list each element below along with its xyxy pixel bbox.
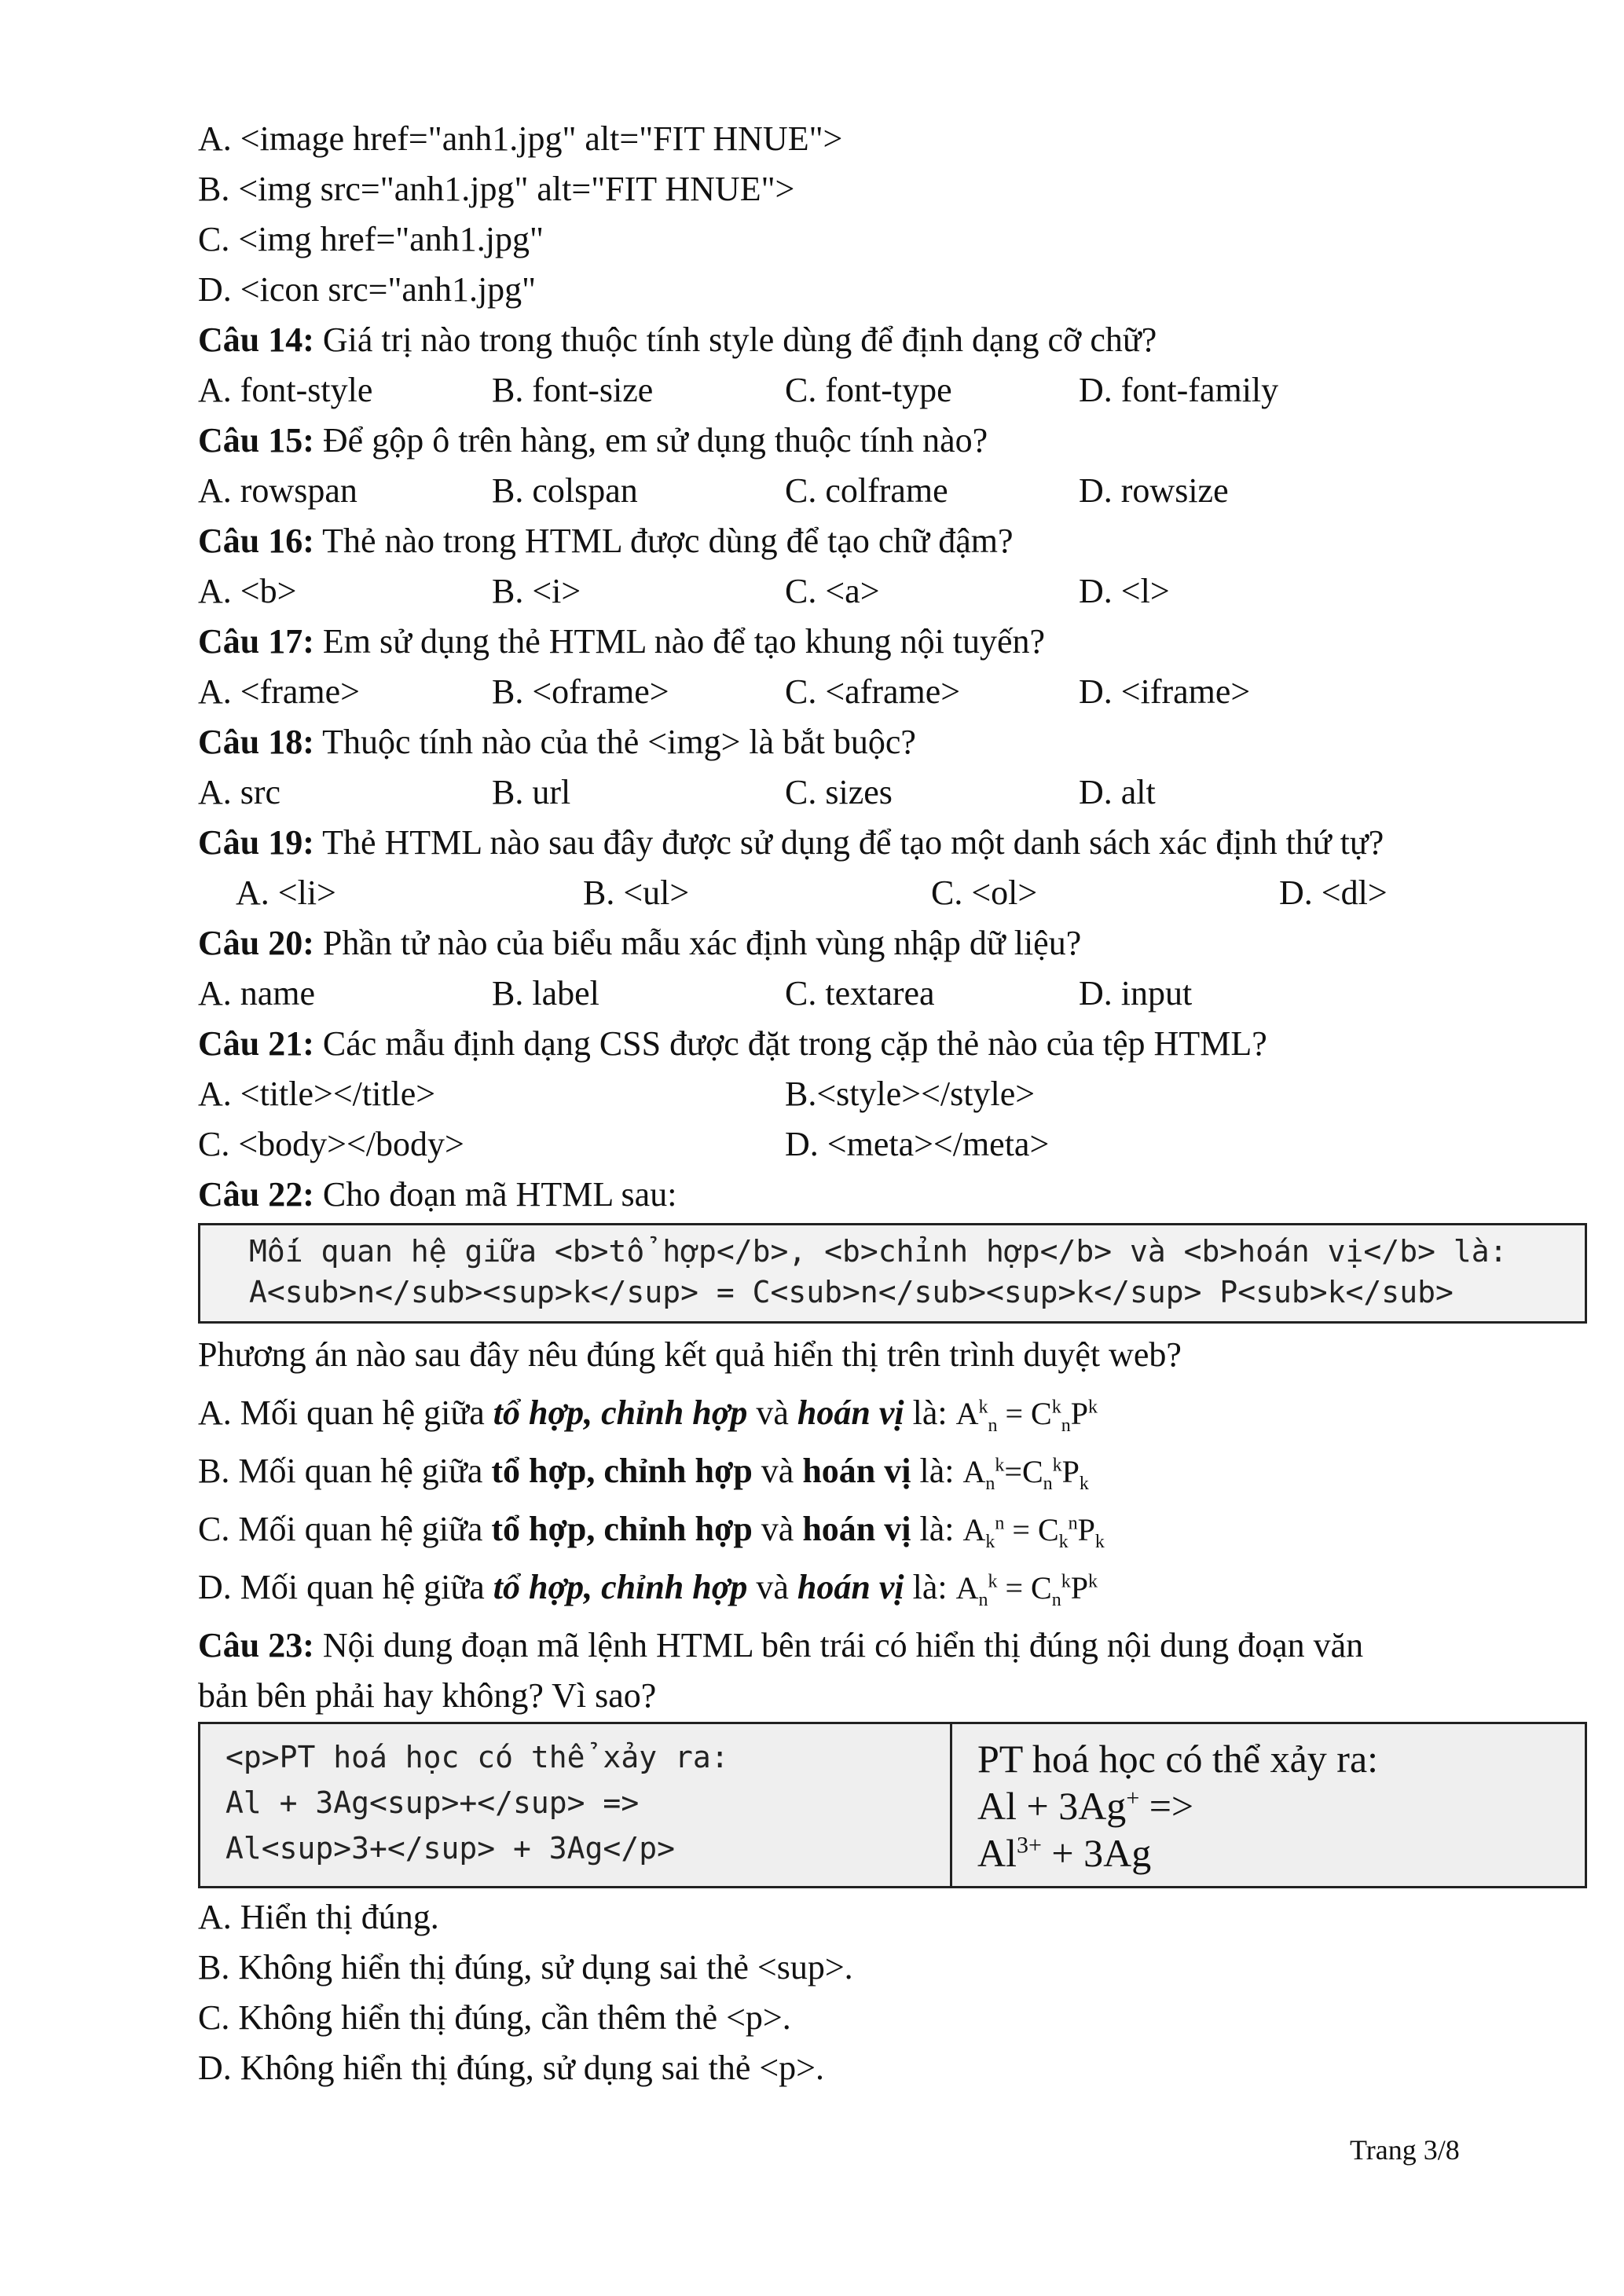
q22-label: Câu 22: (198, 1175, 314, 1214)
sym-eq: = (1004, 1512, 1038, 1547)
sub-k: k (985, 1532, 995, 1552)
q18-option-d: D. alt (1079, 773, 1156, 811)
sym-c: C (1021, 1454, 1043, 1489)
q22-option-c (198, 1505, 1105, 1554)
q23-render-line-1: PT hoá học có thể xảy ra: (977, 1737, 1379, 1781)
sup-k: k (1061, 1571, 1071, 1592)
sym-a: A (955, 1570, 979, 1606)
sym-eq: = (997, 1570, 1032, 1606)
sym-p: P (1070, 1570, 1088, 1606)
q23-option-b: B. Không hiển thị đúng, sử dụng sai thẻ <sup>. (198, 1948, 853, 1987)
sup-k: k (1052, 1455, 1062, 1476)
q19-option-d: D. <dl> (1279, 873, 1388, 912)
q21-option-a: A. <title></title> (198, 1075, 436, 1113)
q22-option-d-and: và (747, 1568, 797, 1606)
q16-label: Câu 16: (198, 522, 314, 560)
q22-option-d-bold1: tổ hợp, chỉnh hợp (493, 1568, 748, 1606)
sup-k: k (988, 1571, 998, 1592)
q18-text: Thuộc tính nào của thẻ <img> là bắt buộc? (313, 723, 916, 761)
q19-option-a: A. <li> (236, 873, 336, 912)
q23-option-d: D. Không hiển thị đúng, sử dụng sai thẻ <p>. (198, 2049, 824, 2087)
q13-option-a: A. <image href="anh1.jpg" alt="FIT HNUE"> (198, 119, 843, 158)
q23-render-line-2 (977, 1782, 1193, 1829)
page-number: Trang 3/8 (1350, 2134, 1460, 2166)
q19-option-c: C. <ol> (931, 873, 1038, 912)
q23-render-l2sup: + (1126, 1785, 1140, 1811)
sub-n: n (988, 1415, 998, 1436)
q20-option-d: D. input (1079, 974, 1193, 1013)
q19-text: Thẻ HTML nào sau đây được sử dụng để tạo một danh sách xác định thứ tự? (313, 823, 1384, 862)
q23-render-l3a: Al (977, 1831, 1017, 1875)
q18-stem (198, 718, 916, 767)
q22-option-a-prefix: A. Mối quan hệ giữa (198, 1393, 493, 1432)
sub-n: n (1043, 1474, 1053, 1494)
q22-option-c-prefix: C. Mối quan hệ giữa (198, 1510, 492, 1548)
sym-c: C (1031, 1396, 1052, 1431)
sup-n: n (1068, 1513, 1078, 1534)
q21-option-c: C. <body></body> (198, 1125, 464, 1163)
sup-k: k (1087, 1571, 1098, 1592)
sym-a: A (962, 1454, 986, 1489)
q22-option-b-and: và (752, 1452, 803, 1490)
q22-code-line-1: Mối quan hệ giữa <b>tổ hợp</b>, <b>chỉnh hợp</b> và <b>hoán vị</b> là: (249, 1234, 1508, 1269)
sub-k: k (1058, 1532, 1069, 1552)
q20-option-b: B. label (492, 974, 599, 1013)
q22-option-b-bold2: hoán vị (802, 1452, 911, 1490)
q14-option-c: C. font-type (785, 371, 952, 409)
q14-stem (198, 316, 1157, 364)
q22-option-d-is: là: (904, 1568, 956, 1606)
sym-a: A (955, 1396, 979, 1431)
q22-option-b-prefix: B. Mối quan hệ giữa (198, 1452, 492, 1490)
q19-label: Câu 19: (198, 823, 314, 862)
q22-code-line-2: A<sub>n</sub><sup>k</sup> = C<sub>n</sub><sup>k</sup> P<sub>k</sub> (249, 1275, 1454, 1309)
q16-option-b: B. <i> (492, 572, 581, 610)
q22-option-c-bold2: hoán vị (802, 1510, 911, 1548)
q15-option-c: C. colframe (785, 471, 948, 510)
q13-option-b: B. <img src="anh1.jpg" alt="FIT HNUE"> (198, 170, 795, 208)
q22-text: Cho đoạn mã HTML sau: (313, 1175, 677, 1214)
q23-option-a: A. Hiển thị đúng. (198, 1898, 439, 1936)
q15-option-b: B. colspan (492, 471, 638, 510)
q23-label: Câu 23: (198, 1626, 314, 1664)
q21-option-b: B.<style></style> (785, 1075, 1036, 1113)
sup-k: k (1051, 1397, 1061, 1418)
q23-option-c: C. Không hiển thị đúng, cần thêm thẻ <p>. (198, 1998, 791, 2037)
sup-k: k (995, 1455, 1005, 1476)
q16-option-c: C. <a> (785, 572, 880, 610)
q17-text: Em sử dụng thẻ HTML nào để tạo khung nội tuyến? (313, 622, 1046, 661)
q21-option-d: D. <meta></meta> (785, 1125, 1050, 1163)
q22-option-d-formula (955, 1570, 1098, 1610)
q22-option-b-formula (962, 1454, 1089, 1494)
q23-render-l2b: => (1139, 1784, 1194, 1828)
q16-text: Thẻ nào trong HTML được dùng để tạo chữ đậm? (313, 522, 1014, 560)
q14-label: Câu 14: (198, 320, 314, 359)
q14-option-b: B. font-size (492, 371, 654, 409)
q22-stem (198, 1170, 676, 1219)
q13-option-c: C. <img href="anh1.jpg" (198, 220, 544, 258)
q20-option-c: C. textarea (785, 974, 935, 1013)
q22-option-c-bold1: tổ hợp, chỉnh hợp (491, 1510, 753, 1548)
q22-option-a-bold2: hoán vị (797, 1393, 904, 1432)
q22-option-d-prefix: D. Mối quan hệ giữa (198, 1568, 493, 1606)
q20-label: Câu 20: (198, 924, 314, 962)
q15-stem (198, 416, 988, 465)
sub-n: n (1061, 1415, 1071, 1436)
sup-k: k (978, 1397, 988, 1418)
q20-text: Phần tử nào của biểu mẫu xác định vùng nhập dữ liệu? (313, 924, 1082, 962)
q23-render-l3sup: 3+ (1017, 1832, 1042, 1858)
q22-option-a-and: và (747, 1393, 797, 1432)
sub-n: n (1051, 1590, 1061, 1610)
q23-text-1: Nội dung đoạn mã lệnh HTML bên trái có hiển thị đúng nội dung đoạn văn (313, 1626, 1364, 1664)
q22-option-a (198, 1389, 1098, 1438)
q23-render-line-3 (977, 1829, 1151, 1877)
q17-option-a: A. <frame> (198, 672, 360, 711)
q17-stem (198, 617, 1045, 666)
q14-text: Giá trị nào trong thuộc tính style dùng để định dạng cỡ chữ? (313, 320, 1157, 359)
q22-option-d (198, 1563, 1098, 1613)
q16-stem (198, 517, 1014, 566)
q22-option-c-and: và (752, 1510, 803, 1548)
q18-option-a: A. src (198, 773, 281, 811)
q22-option-b-bold1: tổ hợp, chỉnh hợp (491, 1452, 753, 1490)
sym-a: A (962, 1512, 986, 1547)
q15-option-a: A. rowspan (198, 471, 357, 510)
q21-stem (198, 1020, 1267, 1068)
q23-code-table (198, 1722, 1587, 1888)
q23-code-line-1: <p>PT hoá học có thể xảy ra: (225, 1740, 729, 1774)
q20-option-a: A. name (198, 974, 316, 1013)
q17-option-d: D. <iframe> (1079, 672, 1251, 711)
q22-option-c-is: là: (911, 1510, 963, 1548)
q22-option-b-is: là: (911, 1452, 963, 1490)
sym-p: P (1070, 1396, 1088, 1431)
sub-k: k (1094, 1532, 1105, 1552)
q18-label: Câu 18: (198, 723, 314, 761)
q19-stem (198, 818, 1384, 867)
sup-n: n (995, 1513, 1005, 1534)
q22-option-a-is: là: (904, 1393, 956, 1432)
q19-option-b: B. <ul> (583, 873, 690, 912)
q22-option-c-formula (962, 1512, 1105, 1552)
q15-option-d: D. rowsize (1079, 471, 1229, 510)
q17-option-b: B. <oframe> (492, 672, 669, 711)
sym-p: P (1077, 1512, 1095, 1547)
sub-k: k (1079, 1474, 1089, 1494)
q22-code-box (198, 1223, 1587, 1324)
q14-option-d: D. font-family (1079, 371, 1279, 409)
sym-eq: = (997, 1396, 1032, 1431)
q17-option-c: C. <aframe> (785, 672, 961, 711)
q23-render-l2a: Al + 3Ag (977, 1784, 1127, 1828)
q18-option-c: C. sizes (785, 773, 893, 811)
sub-n: n (985, 1474, 995, 1494)
q18-option-b: B. url (492, 773, 571, 811)
q13-option-d: D. <icon src="anh1.jpg" (198, 270, 537, 309)
q22-prompt: Phương án nào sau đây nêu đúng kết quả hiển thị trên trình duyệt web? (198, 1335, 1182, 1374)
q17-label: Câu 17: (198, 622, 314, 661)
sym-c: C (1037, 1512, 1059, 1547)
q15-label: Câu 15: (198, 421, 314, 460)
sym-p: P (1061, 1454, 1080, 1489)
q23-code-cell (200, 1724, 952, 1886)
q22-option-a-bold1: tổ hợp, chỉnh hợp (493, 1393, 748, 1432)
q23-render-cell (952, 1724, 1585, 1886)
q22-option-a-formula (955, 1396, 1098, 1436)
q22-option-d-bold2: hoán vị (797, 1568, 904, 1606)
sup-k: k (1087, 1397, 1098, 1418)
q16-option-d: D. <l> (1079, 572, 1170, 610)
q22-option-b (198, 1447, 1089, 1496)
q23-code-line-3: Al<sup>3+</sup> + 3Ag</p> (225, 1831, 675, 1866)
sym-eq-tight: = (1004, 1454, 1022, 1489)
q20-stem (198, 919, 1081, 968)
q15-text: Để gộp ô trên hàng, em sử dụng thuộc tính nào? (313, 421, 988, 460)
q21-text: Các mẫu định dạng CSS được đặt trong cặp thẻ nào của tệp HTML? (313, 1024, 1267, 1063)
q23-render-l3b: + 3Ag (1041, 1831, 1152, 1875)
q23-text-2: bản bên phải hay không? Vì sao? (198, 1676, 657, 1715)
q23-stem (198, 1621, 1363, 1670)
q21-label: Câu 21: (198, 1024, 314, 1063)
q23-code-line-2: Al + 3Ag<sup>+</sup> => (225, 1785, 640, 1820)
sub-n: n (978, 1590, 988, 1610)
q14-option-a: A. font-style (198, 371, 373, 409)
q16-option-a: A. <b> (198, 572, 297, 610)
sym-c: C (1031, 1570, 1052, 1606)
